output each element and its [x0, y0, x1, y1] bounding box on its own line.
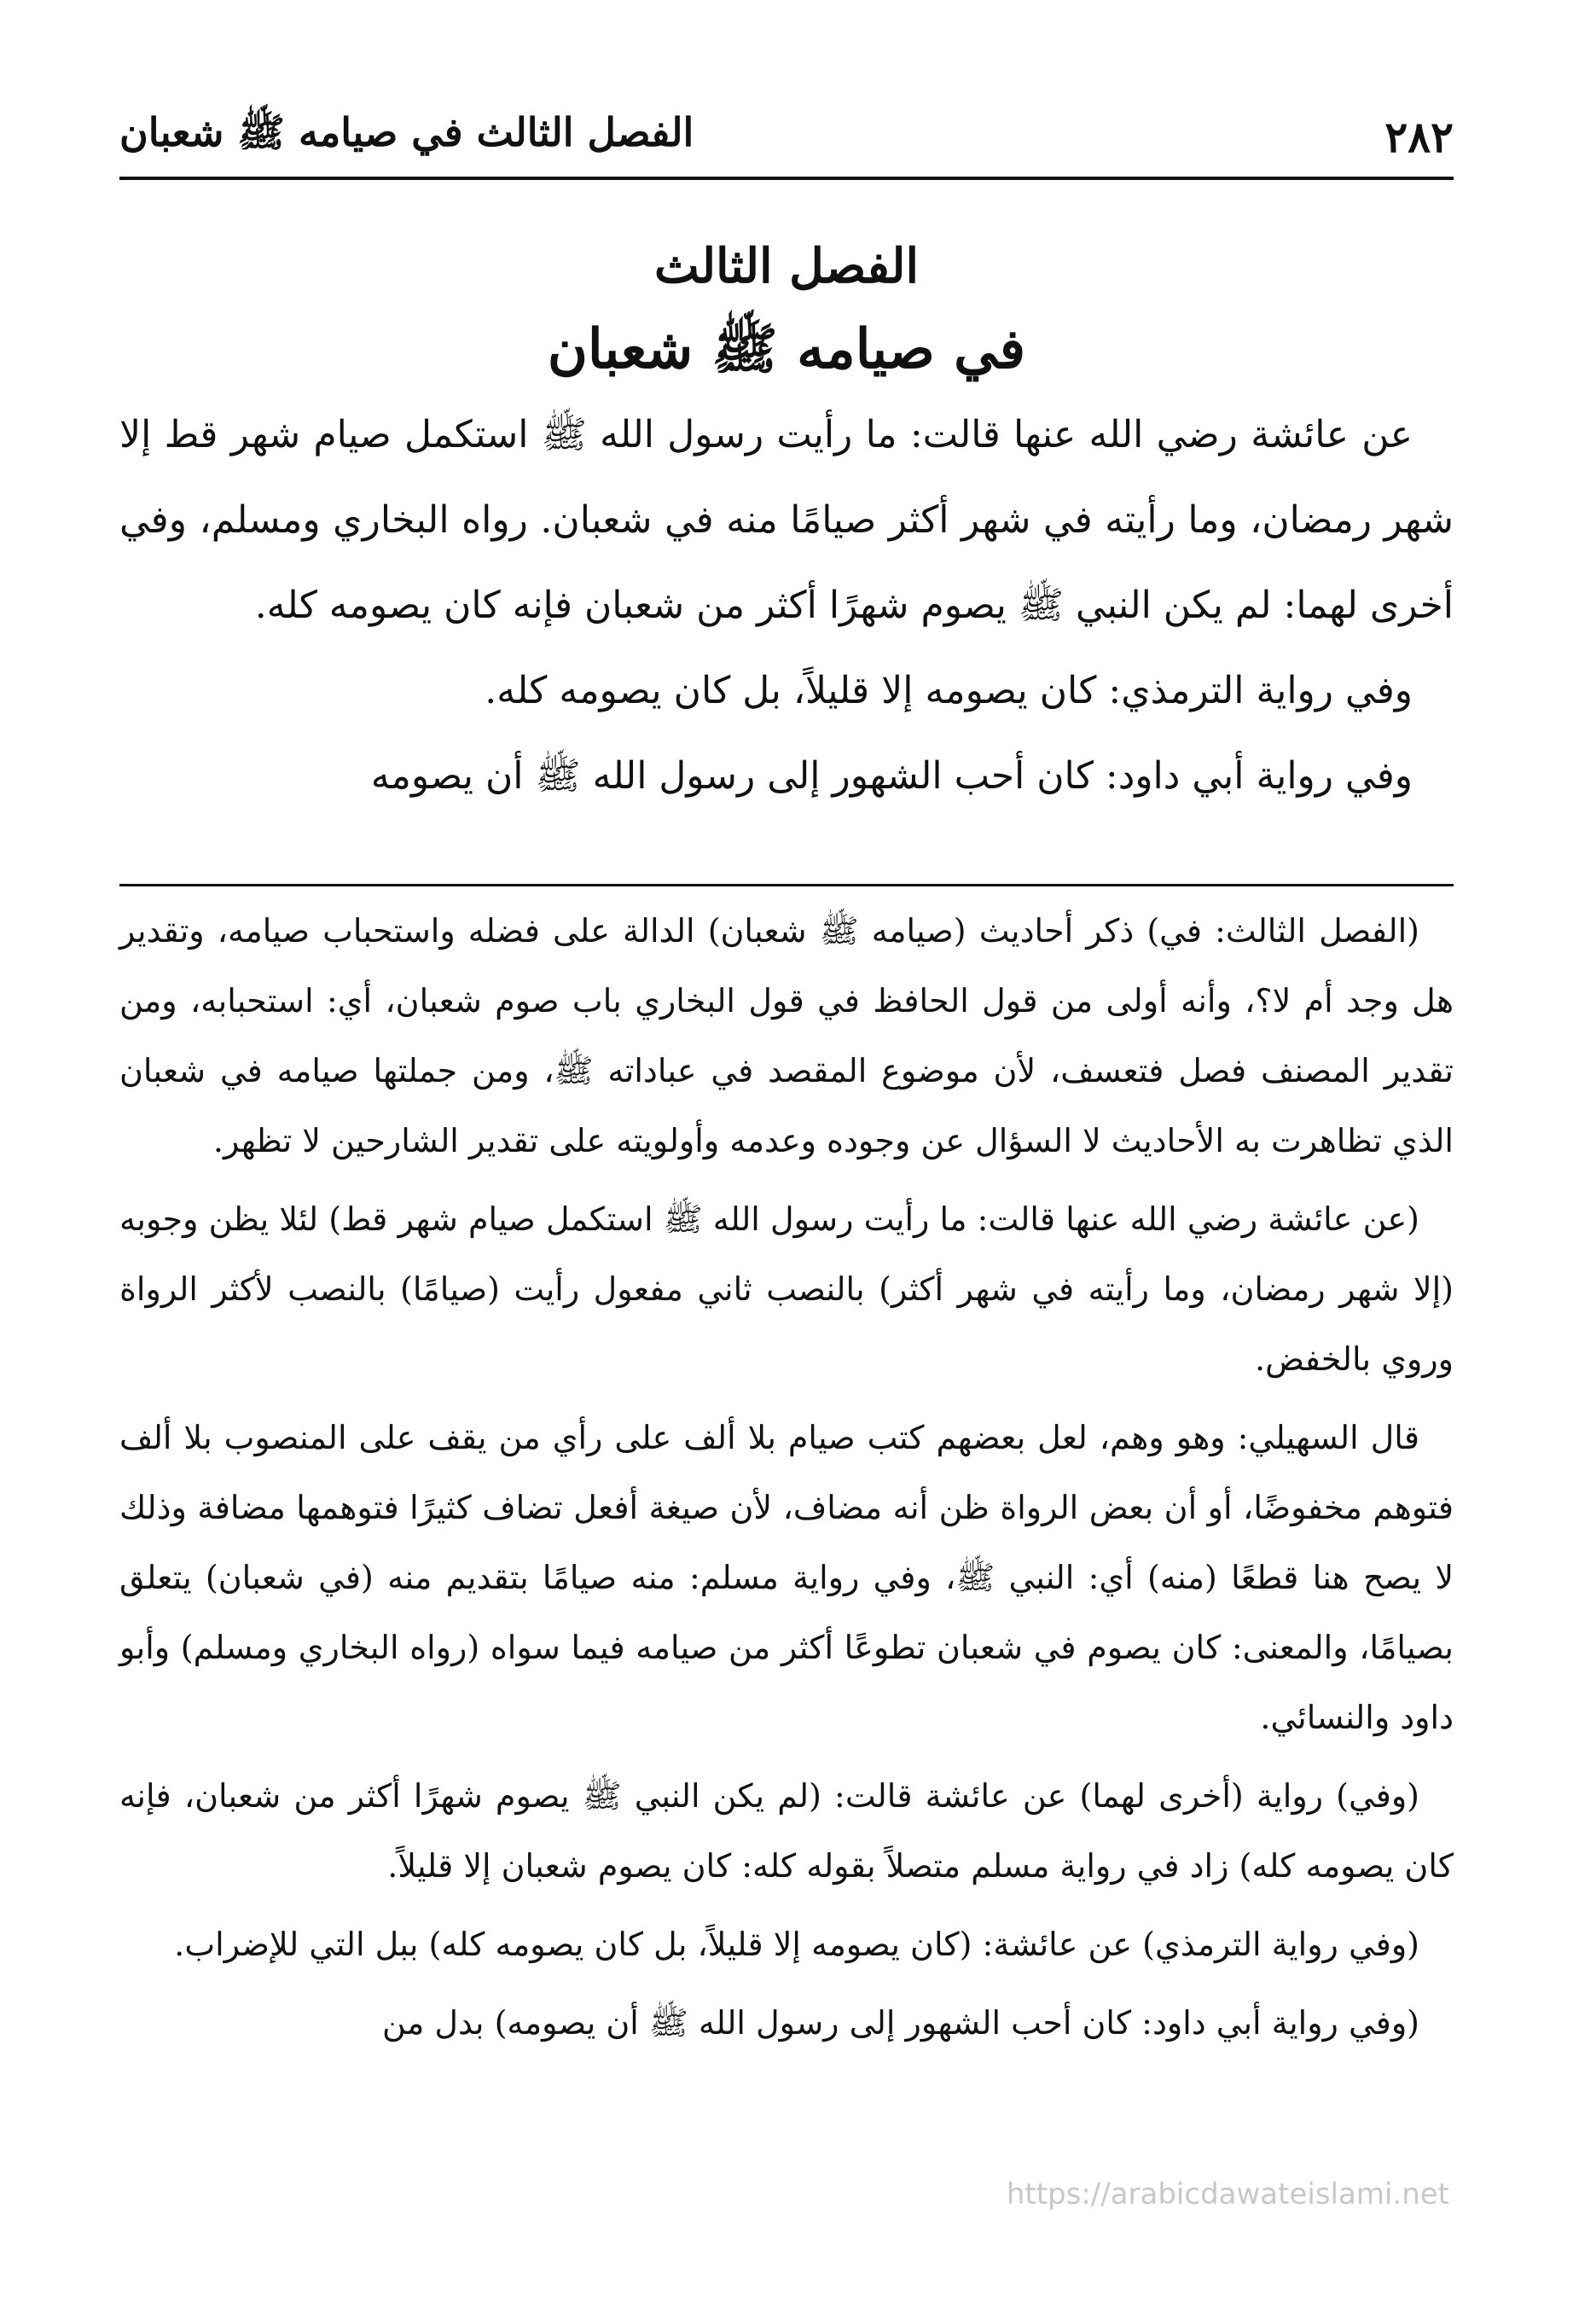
commentary: [119, 896, 1454, 2066]
footnote-divider: [119, 884, 1454, 886]
watermark-url: https://arabicdawateislami.net: [1006, 2177, 1449, 2211]
main-paragraph: وفي رواية الترمذي: كان يصومه إلا قليلاً، بل كان يصومه كله.: [485, 669, 1413, 712]
commentary-paragraph: (وفي رواية أبي داود: كان أحب الشهور إلى رسول الله ﷺ أن يصومه) بدل من: [382, 2004, 1419, 2042]
chapter-subtitle: في صيامه ﷺ شعبان: [547, 317, 1026, 381]
main-text: [119, 392, 1454, 819]
commentary-paragraph: قال السهيلي: وهو وهم، لعل بعضهم كتب صيام بلا ألف على رأي من يقف على المنصوب بلا ألف فتوهم مخفوضًا، أو أن بعض الرواة ظن أنه مضاف، لأن صيغة أفعل تضاف كثيرًا فتوهمها مضافة وذلك لا يصح هنا قطعًا (منه) أي: النبي ﷺ، وفي رواية مسلم: منه صيامًا بتقديم منه (في شعبان) يتعلق بصيامًا، والمعنى: كان يصوم في شعبان تطوعًا أكثر من صيامه فيما سواه (رواه البخاري ومسلم) وأبو داود والنسائي.: [119, 1419, 1454, 1736]
commentary-paragraph: (الفصل الثالث: في) ذكر أحاديث (صيامه ﷺ شعبان) الدالة على فضله واستحباب صيامه، وتقدير هل وجد أم لا؟، وأنه أولى من قول الحافظ في قول البخاري باب صوم شعبان، أي: استحبابه، ومن تقدير المصنف فصل فتعسف، لأن موضوع المقصد في عباداته ﷺ، ومن جملتها صيامه في شعبان الذي تظاهرت به الأحاديث لا السؤال عن وجوده وعدمه وأولويته على تقدير الشارحين لا تظهر.: [119, 912, 1454, 1159]
commentary-paragraph: (وفي رواية الترمذي) عن عائشة: (كان يصومه إلا قليلاً، بل كان يصومه كله) ببل التي للإضراب.: [174, 1926, 1419, 1963]
commentary-paragraph: (عن عائشة رضي الله عنها قالت: ما رأيت رسول الله ﷺ استكمل صيام شهر قط) لئلا يظن وجوبه (إلا شهر رمضان، وما رأيته في شهر أكثر) بالنصب ثاني مفعول رأيت (صيامًا) بالنصب لأكثر الرواة وروي بالخفض.: [119, 1200, 1454, 1378]
page-number: ٢٨٢: [1384, 111, 1454, 162]
chapter-title: الفصل الثالث: [653, 238, 920, 294]
main-paragraph: عن عائشة رضي الله عنها قالت: ما رأيت رسول الله ﷺ استكمل صيام شهر قط إلا شهر رمضان، وما رأيته في شهر أكثر صيامًا منه في شعبان. رواه البخاري ومسلم، وفي أخرى لهما: لم يكن النبي ﷺ يصوم شهرًا أكثر من شعبان فإنه كان يصومه كله.: [119, 413, 1454, 627]
main-paragraph: وفي رواية أبي داود: كان أحب الشهور إلى رسول الله ﷺ أن يصومه: [370, 754, 1413, 798]
running-header: [119, 102, 1454, 171]
header-rule: [119, 177, 1454, 180]
running-title: الفصل الثالث في صيامه ﷺ شعبان: [119, 108, 694, 155]
commentary-paragraph: (وفي) رواية (أخرى لهما) عن عائشة قالت: (لم يكن النبي ﷺ يصوم شهرًا أكثر من شعبان، فإنه كان يصومه كله) زاد في رواية مسلم متصلاً بقوله كله: كان يصوم شعبان إلا قليلاً.: [119, 1777, 1454, 1885]
